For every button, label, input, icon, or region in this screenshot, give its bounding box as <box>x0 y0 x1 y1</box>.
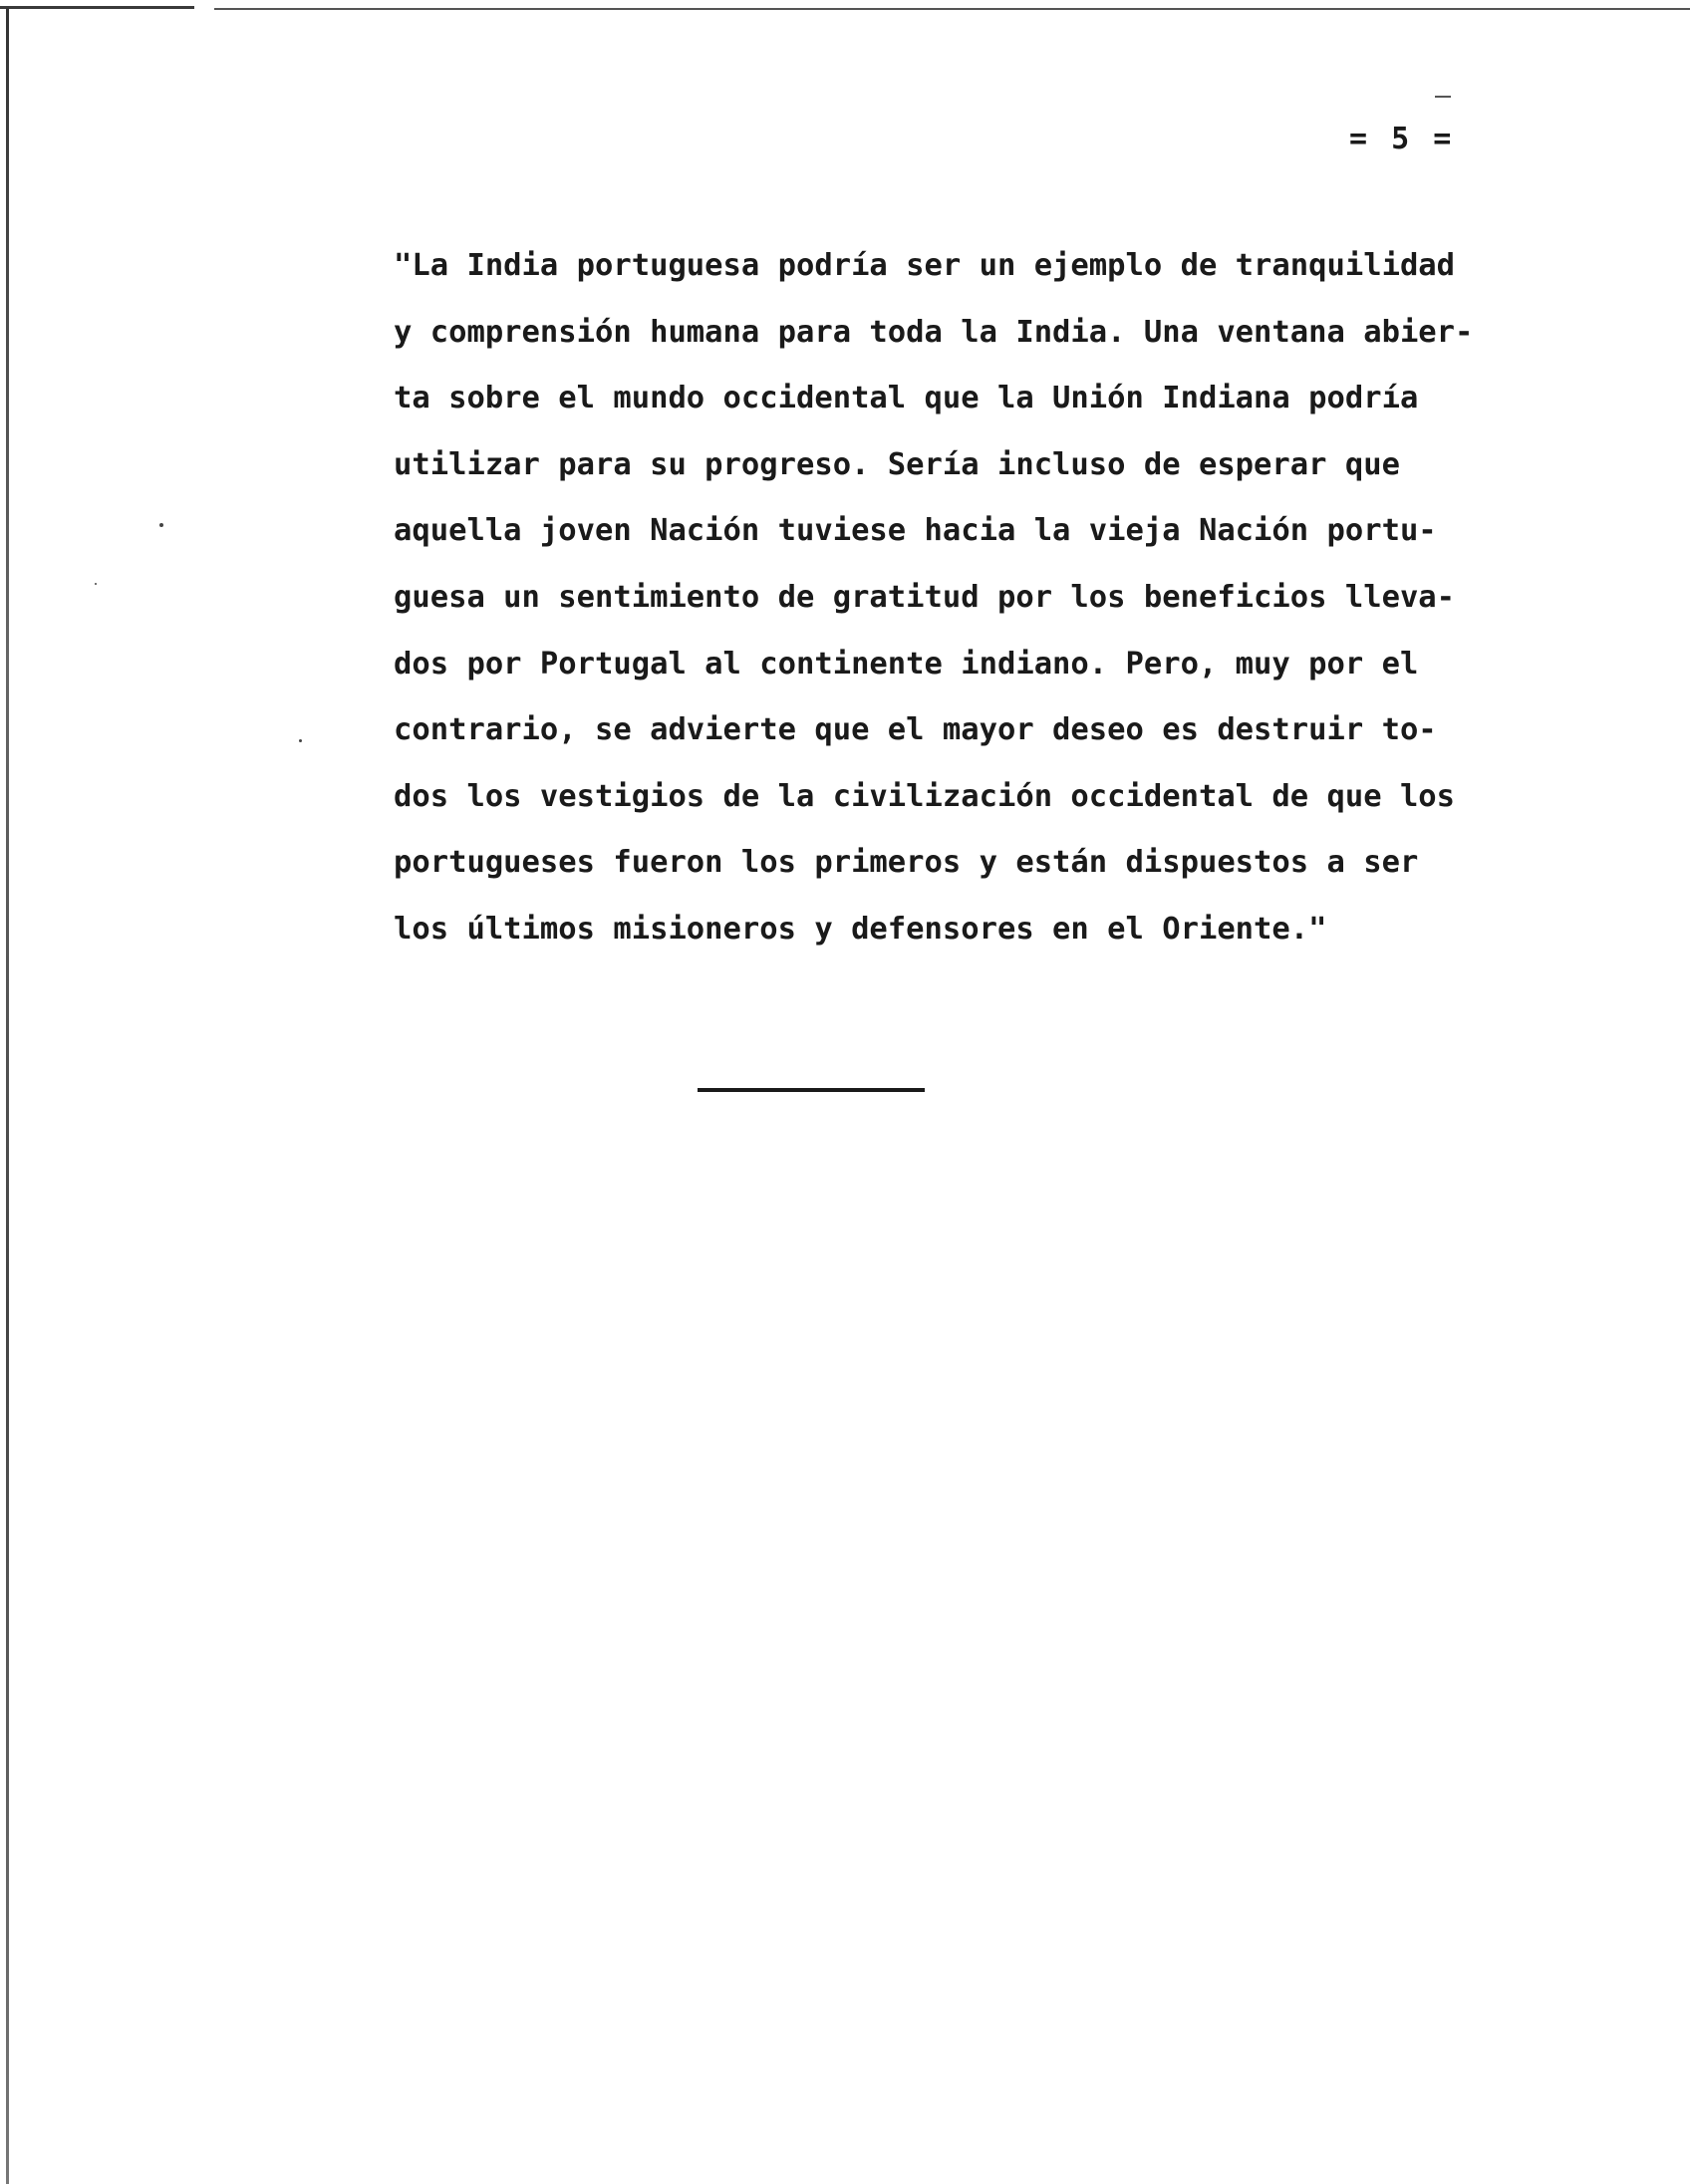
paragraph-line: y comprensión humana para toda la India. Una ventana abier- <box>394 314 1474 350</box>
page-number-mark <box>1435 96 1451 98</box>
paragraph-line: dos por Portugal al continente indiano. Pero, muy por el <box>394 646 1419 682</box>
scan-speck <box>299 739 302 742</box>
end-rule <box>698 1088 925 1092</box>
paragraph-line: aquella joven Nación tuviese hacia la vieja Nación portu- <box>394 513 1437 549</box>
paragraph-line: portugueses fueron los primeros y están dispuestos a ser <box>394 845 1419 881</box>
paragraph-line: "La India portuguesa podría ser un ejemplo de tranquilidad <box>394 248 1456 283</box>
paragraph-line: utilizar para su progreso. Sería incluso de esperar que <box>394 446 1400 482</box>
scan-speck <box>95 583 97 585</box>
paragraph-line: guesa un sentimiento de gratitud por los beneficios lleva- <box>394 579 1456 615</box>
paragraph-line: los últimos misioneros y defensores en el Oriente." <box>394 911 1327 947</box>
page-number: = 5 = <box>1349 122 1455 156</box>
paragraph-line: ta sobre el mundo occidental que la Unión Indiana podría <box>394 381 1419 416</box>
scan-border-top <box>0 6 194 9</box>
scan-border-top-right <box>214 8 1690 10</box>
scan-border-left <box>6 8 9 2184</box>
paragraph-line: dos los vestigios de la civilización occidental de que los <box>394 778 1456 814</box>
scan-speck <box>159 523 163 527</box>
paragraph-line: contrario, se advierte que el mayor deseo es destruir to- <box>394 712 1437 748</box>
body-paragraph <box>394 233 1569 963</box>
